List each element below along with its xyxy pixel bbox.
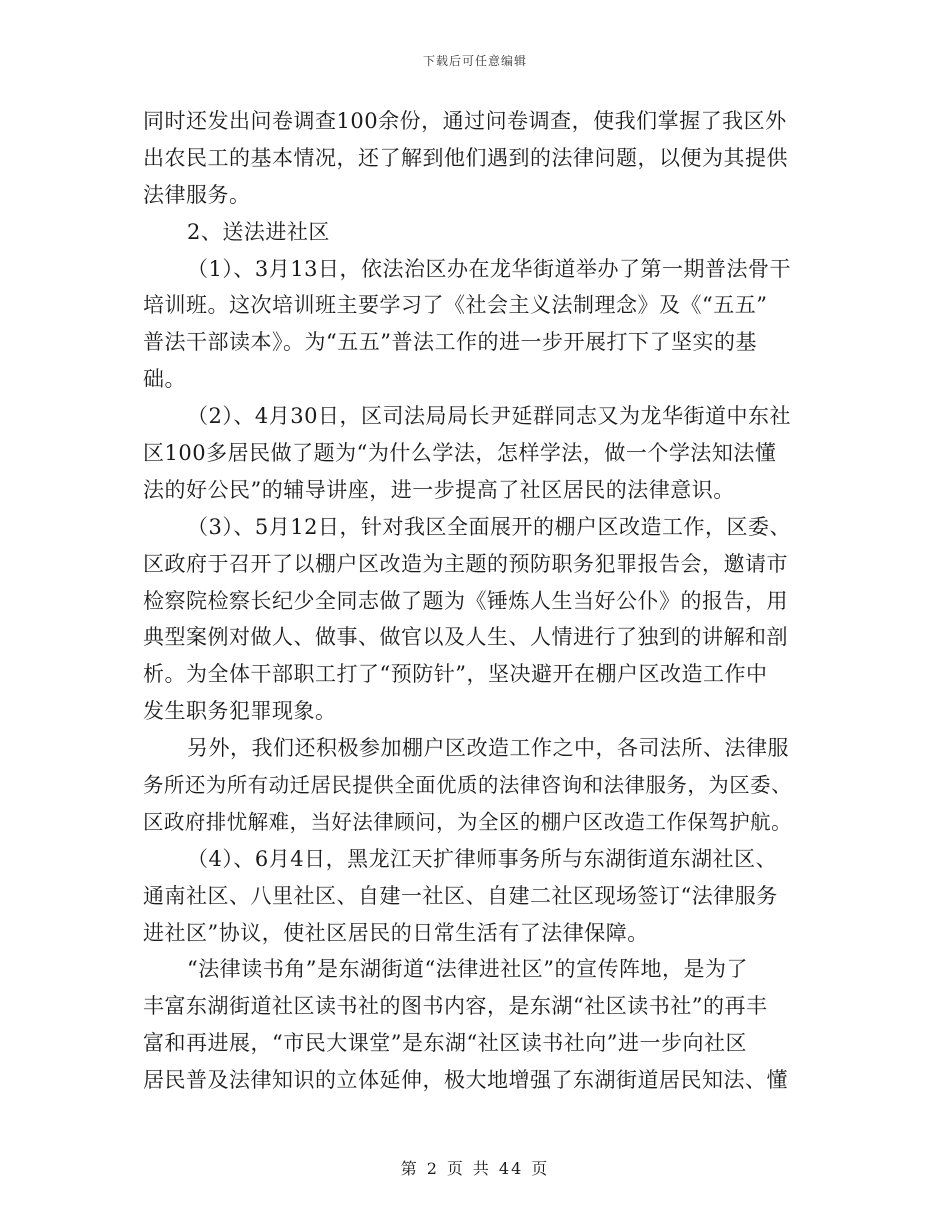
text-line: 丰富东湖街道社区读书社的图书内容，是东湖“社区读书社”的再丰	[143, 994, 768, 1019]
footer-page-word: 页	[446, 1159, 465, 1178]
page-footer	[0, 1156, 950, 1179]
text-line: 富和再进展，“市民大课堂”是东湖“社区读书社向”进一步向社区	[143, 1031, 747, 1056]
text-line: 居民普及法律知识的立体延伸，极大地增强了东湖街道居民知法、懂	[143, 1068, 788, 1093]
page-total: 44	[498, 1159, 524, 1178]
document-body	[143, 103, 793, 1099]
text-line: 培训班。这次培训班主要学习了《社会主义法制理念》及《“五五”	[143, 293, 768, 318]
text-line: 区政府排忧解难，当好法律顾问，为全区的棚户区改造工作保驾护航。	[143, 809, 793, 834]
text-line: “法律读书角”是东湖街道“法律进社区”的宣传阵地，是为了	[187, 957, 748, 982]
footer-suffix: 页	[531, 1159, 550, 1178]
header-note: 下载后可任意编辑	[422, 54, 527, 68]
text-line: （3）、5月12日，针对我区全面展开的棚户区改造工作，区委、	[187, 514, 791, 539]
text-line: 通南社区、八里社区、自建一社区、自建二社区现场签订“法律服务	[143, 883, 778, 908]
text-line: 析。为全体干部职工打了“预防针”，坚决避开在棚户区改造工作中	[143, 662, 768, 687]
text-line: 发生职务犯罪现象。	[143, 699, 337, 724]
text-line: 务所还为所有动迁居民提供全面优质的法律咨询和法律服务，为区委、	[143, 773, 793, 798]
text-line: 法律服务。	[143, 182, 251, 207]
text-line: 出农民工的基本情况，还了解到他们遇到的法律问题，以便为其提供	[143, 145, 788, 170]
text-line: 另外，我们还积极参加棚户区改造工作之中，各司法所、法律服	[187, 736, 789, 761]
page-number: 2	[426, 1159, 439, 1178]
text-line: 法的好公民”的辅导讲座，进一步提高了社区居民的法律意识。	[143, 477, 735, 502]
text-line: （1）、3月13日，依法治区办在龙华街道举办了第一期普法骨干	[187, 256, 791, 281]
text-line: （4）、6月4日，黑龙江天扩律师事务所与东湖街道东湖社区、	[187, 846, 778, 871]
text-line: 区100多居民做了题为“为什么学法，怎样学法，做一个学法知法懂	[143, 441, 777, 466]
section-heading: 2、送法进社区	[187, 219, 330, 244]
text-line: 进社区”协议，使社区居民的日常生活有了法律保障。	[143, 920, 649, 945]
text-line: 典型案例对做人、做事、做官以及人生、人情进行了独到的讲解和剖	[143, 625, 788, 650]
text-line: 同时还发出问卷调查100余份，通过问卷调查，使我们掌握了我区外	[143, 109, 787, 133]
text-line: （2）、4月30日，区司法局局长尹延群同志又为龙华街道中东社	[187, 404, 791, 429]
text-line: 础。	[143, 367, 186, 392]
footer-total-word: 共	[472, 1159, 491, 1178]
text-line: 普法干部读本》。为“五五”普法工作的进一步开展打下了坚实的基	[143, 330, 757, 355]
text-line: 区政府于召开了以棚户区改造为主题的预防职务犯罪报告会，邀请市	[143, 551, 788, 576]
text-line: 检察院检察长纪少全同志做了题为《锤炼人生当好公仆》的报告，用	[143, 588, 788, 613]
footer-prefix: 第	[400, 1159, 419, 1178]
